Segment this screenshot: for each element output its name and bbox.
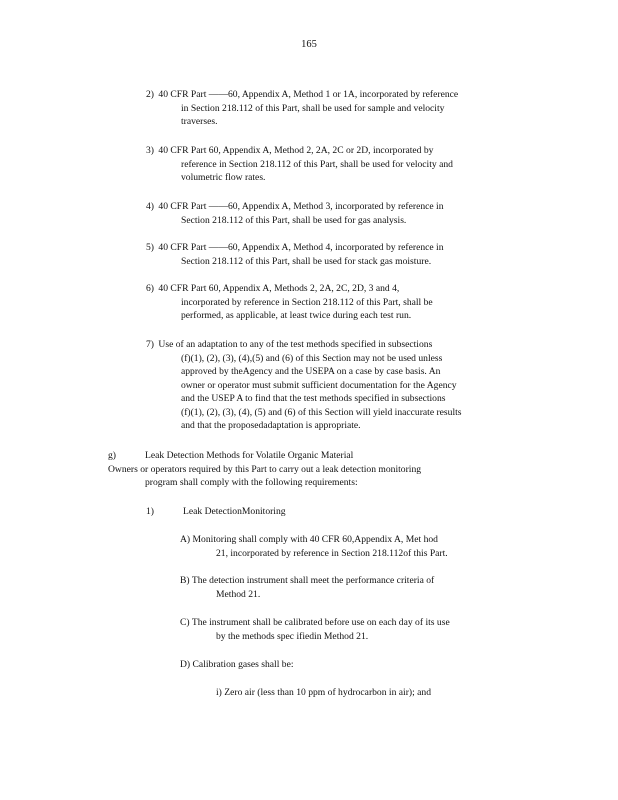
subsection-label: 1)	[146, 506, 154, 517]
item-text: (f)(1), (2), (3), (4), (5) and (6) of this Section will yield inaccurate results	[181, 406, 462, 418]
item-text: performed, as applicable, at least twice during each test run.	[181, 310, 412, 321]
page-number: 165	[301, 39, 317, 50]
item-text: 40 CFR Part ——60, Appendix A, Method 3, incorporated by reference in	[158, 201, 444, 212]
item-label: 2)	[146, 89, 154, 100]
item-text: Use of an adaptation to any of the test methods specified in subsections	[158, 339, 433, 350]
list-item	[146, 282, 526, 323]
item-label: 4)	[146, 201, 154, 212]
section-text: Owners or operators required by this Part to carry out a leak detection monitoring	[108, 463, 422, 475]
section-title: Leak Detection Methods for Volatile Organic Material	[145, 450, 354, 461]
item-text: 21, incorporated by reference in Section 218.112of this Part.	[216, 547, 448, 559]
item-text: Zero air (less than 10 ppm of hydrocarbon in air); and	[224, 687, 432, 698]
item-text: approved by theAgency and the USEPA on a case by case basis. An	[181, 366, 441, 377]
list-item	[180, 574, 530, 601]
item-text: and the USEP A to find that the test methods specified in subsections	[181, 393, 446, 404]
item-text: by the methods spec ifiedin Method 21.	[216, 630, 369, 642]
item-label: i)	[216, 687, 222, 698]
section-label: g)	[108, 450, 116, 461]
list-item	[180, 616, 530, 643]
item-label: 7)	[146, 339, 154, 350]
subsection-1	[146, 505, 286, 519]
item-label: B)	[180, 575, 190, 586]
item-text: Monitoring shall comply with 40 CFR 60,Appendix A, Met hod	[192, 534, 438, 545]
item-text: in Section 218.112 of this Part, shall be used for sample and velocity	[181, 102, 445, 114]
item-label: A)	[180, 534, 191, 545]
item-text: owner or operator must submit sufficient documentation for the Agency	[181, 379, 457, 391]
list-item	[180, 533, 530, 560]
item-text: reference in Section 218.112 of this Part, shall be used for velocity and	[181, 158, 453, 170]
item-text: Section 218.112 of this Part, shall be used for stack gas moisture.	[181, 255, 432, 267]
list-item	[146, 200, 526, 227]
list-item	[180, 658, 530, 672]
item-text: (f)(1), (2), (3), (4),(5) and (6) of this Section may not be used unless	[181, 352, 443, 364]
item-text: Section 218.112 of this Part, shall be used for gas analysis.	[181, 214, 407, 226]
item-text: 40 CFR Part 60, Appendix A, Methods 2, 2A, 2C, 2D, 3 and 4,	[158, 283, 400, 294]
item-label: 5)	[146, 242, 154, 253]
list-item	[146, 241, 526, 268]
item-text: 40 CFR Part 60, Appendix A, Method 2, 2A, 2C or 2D, incorporated by	[158, 145, 434, 156]
list-item	[146, 338, 526, 433]
item-label: D)	[180, 659, 191, 670]
item-text: Method 21.	[216, 588, 261, 600]
item-text: 40 CFR Part ——60, Appendix A, Method 1 or 1A, incorporated by reference	[158, 89, 459, 100]
item-text: The instrument shall be calibrated before use on each day of its use	[191, 617, 450, 628]
item-text: traverses.	[181, 116, 218, 127]
item-text: and that the proposedadaptation is appropriate.	[181, 420, 361, 431]
item-label: 6)	[146, 283, 154, 294]
item-text: The detection instrument shall meet the performance criteria of	[191, 575, 435, 586]
section-text: program shall comply with the following requirements:	[145, 477, 358, 488]
item-text: Calibration gases shall be:	[192, 659, 294, 670]
item-text: 40 CFR Part ——60, Appendix A, Method 4, incorporated by reference in	[158, 242, 444, 253]
item-text: incorporated by reference in Section 218.112 of this Part, shall be	[181, 296, 433, 308]
subsection-title: Leak DetectionMonitoring	[183, 506, 286, 517]
list-item	[146, 88, 526, 129]
item-label: C)	[180, 617, 190, 628]
item-text: volumetric flow rates.	[181, 172, 266, 183]
list-item	[216, 686, 431, 700]
list-item	[146, 144, 526, 185]
item-label: 3)	[146, 145, 154, 156]
section-g	[108, 449, 528, 490]
